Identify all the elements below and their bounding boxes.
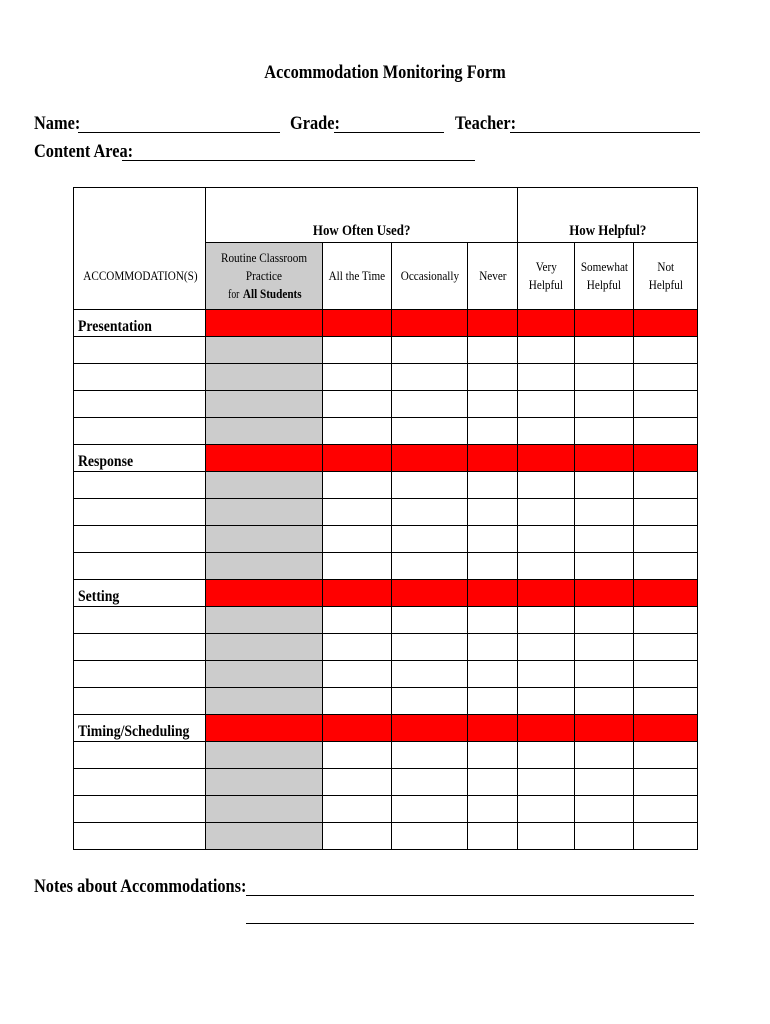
checkbox-cell[interactable] [468,769,518,796]
table-row [74,499,698,526]
teacher-field[interactable] [510,132,700,133]
checkbox-cell[interactable] [634,607,698,634]
checkbox-cell[interactable] [206,364,323,391]
accommodation-entry-cell[interactable] [74,499,206,526]
checkbox-cell[interactable] [206,472,323,499]
section-bar-cell [323,310,392,337]
checkbox-cell[interactable] [392,769,468,796]
table-row [74,823,698,850]
checkbox-cell[interactable] [518,472,575,499]
checkbox-cell[interactable] [468,661,518,688]
section-bar-cell [634,580,698,607]
checkbox-cell[interactable] [206,823,323,850]
checkbox-cell[interactable] [206,769,323,796]
checkbox-cell[interactable] [392,364,468,391]
checkbox-cell[interactable] [468,499,518,526]
form-title: Accommodation Monitoring Form [264,62,506,83]
checkbox-cell[interactable] [468,607,518,634]
checkbox-cell[interactable] [323,364,392,391]
grade-field-label: Grade: [290,113,340,134]
checkbox-cell[interactable] [634,688,698,715]
accommodation-entry-cell[interactable] [74,607,206,634]
checkbox-cell[interactable] [575,742,634,769]
checkbox-cell[interactable] [468,526,518,553]
accommodations-header: ACCOMMODATION(S) [74,243,206,310]
section-row [74,580,698,607]
section-bar-cell [392,310,468,337]
section-bar-cell [468,580,518,607]
checkbox-cell[interactable] [575,526,634,553]
checkbox-cell[interactable] [392,661,468,688]
checkbox-cell[interactable] [634,418,698,445]
table-row [74,337,698,364]
checkbox-cell[interactable] [575,337,634,364]
checkbox-cell[interactable] [323,823,392,850]
checkbox-cell[interactable] [323,472,392,499]
table-row [74,553,698,580]
section-bar-cell [323,580,392,607]
section-row [74,310,698,337]
accommodation-entry-cell[interactable] [74,796,206,823]
checkbox-cell[interactable] [518,553,575,580]
checkbox-cell[interactable] [518,796,575,823]
checkbox-cell[interactable] [392,607,468,634]
notes-line-2[interactable] [246,923,694,924]
section-bar-cell [634,310,698,337]
section-label: Response [74,445,206,472]
checkbox-cell[interactable] [518,364,575,391]
table-row [74,661,698,688]
checkbox-cell[interactable] [323,391,392,418]
accommodation-table [73,187,698,850]
checkbox-cell[interactable] [468,418,518,445]
checkbox-cell[interactable] [468,553,518,580]
grade-field[interactable] [334,132,444,133]
checkbox-cell[interactable] [392,742,468,769]
checkbox-cell[interactable] [575,499,634,526]
accommodation-entry-cell[interactable] [74,526,206,553]
checkbox-cell[interactable] [634,823,698,850]
checkbox-cell[interactable] [634,634,698,661]
checkbox-cell[interactable] [206,499,323,526]
checkbox-cell[interactable] [634,364,698,391]
section-bar-cell [206,715,323,742]
section-bar-cell [575,580,634,607]
checkbox-cell[interactable] [323,769,392,796]
never-header: Never [468,243,518,310]
accommodation-entry-cell[interactable] [74,553,206,580]
section-bar-cell [634,715,698,742]
checkbox-cell[interactable] [206,418,323,445]
table-row [74,607,698,634]
checkbox-cell[interactable] [206,634,323,661]
content-area-label: Content Area: [34,141,134,162]
checkbox-cell[interactable] [575,418,634,445]
all-the-time-header: All the Time [323,243,392,310]
section-bar-cell [468,445,518,472]
checkbox-cell[interactable] [206,553,323,580]
checkbox-cell[interactable] [575,661,634,688]
accommodation-entry-cell[interactable] [74,391,206,418]
checkbox-cell[interactable] [392,796,468,823]
name-field-label: Name: [34,113,81,134]
section-bar-cell [575,715,634,742]
checkbox-cell[interactable] [323,526,392,553]
section-bar-cell [634,445,698,472]
checkbox-cell[interactable] [634,391,698,418]
checkbox-cell[interactable] [575,769,634,796]
checkbox-cell[interactable] [468,364,518,391]
checkbox-cell[interactable] [323,553,392,580]
notes-label: Notes about Accommodations: [34,876,247,897]
checkbox-cell[interactable] [518,634,575,661]
checkbox-cell[interactable] [323,418,392,445]
checkbox-cell[interactable] [634,769,698,796]
checkbox-cell[interactable] [323,337,392,364]
table-row [74,634,698,661]
section-label: Presentation [74,310,206,337]
section-bar-cell [575,310,634,337]
section-bar-cell [323,445,392,472]
table-row [74,742,698,769]
how-often-used-header: How Often Used? [206,188,518,243]
checkbox-cell[interactable] [206,796,323,823]
checkbox-cell[interactable] [323,499,392,526]
checkbox-cell[interactable] [392,526,468,553]
checkbox-cell[interactable] [575,553,634,580]
checkbox-cell[interactable] [468,634,518,661]
routine-classroom-practice-header: Routine Classroom Practice for All Students [206,243,323,310]
checkbox-cell[interactable] [392,391,468,418]
checkbox-cell[interactable] [518,607,575,634]
checkbox-cell[interactable] [575,688,634,715]
section-label: Setting [74,580,206,607]
teacher-field-label: Teacher: [455,113,517,134]
section-bar-cell [392,580,468,607]
accommodation-entry-cell[interactable] [74,634,206,661]
checkbox-cell[interactable] [634,742,698,769]
how-helpful-header: How Helpful? [518,188,698,243]
checkbox-cell[interactable] [206,337,323,364]
checkbox-cell[interactable] [323,742,392,769]
checkbox-cell[interactable] [634,796,698,823]
section-row [74,445,698,472]
section-bar-cell [518,580,575,607]
checkbox-cell[interactable] [518,391,575,418]
checkbox-cell[interactable] [518,337,575,364]
checkbox-cell[interactable] [392,823,468,850]
accommodation-entry-cell[interactable] [74,769,206,796]
checkbox-cell[interactable] [392,418,468,445]
checkbox-cell[interactable] [323,688,392,715]
checkbox-cell[interactable] [392,688,468,715]
checkbox-cell[interactable] [468,391,518,418]
checkbox-cell[interactable] [323,661,392,688]
section-bar-cell [468,310,518,337]
accommodations-header-top [74,188,206,243]
checkbox-cell[interactable] [468,742,518,769]
somewhat-helpful-header: Somewhat Helpful [575,243,634,310]
section-bar-cell [206,580,323,607]
content-area-field[interactable] [122,160,475,161]
accommodation-entry-cell[interactable] [74,418,206,445]
checkbox-cell[interactable] [468,796,518,823]
occasionally-header: Occasionally [392,243,468,310]
accommodation-entry-cell[interactable] [74,742,206,769]
checkbox-cell[interactable] [206,688,323,715]
checkbox-cell[interactable] [323,607,392,634]
accommodation-entry-cell[interactable] [74,364,206,391]
checkbox-cell[interactable] [468,472,518,499]
very-helpful-header: Very Helpful [518,243,575,310]
checkbox-cell[interactable] [575,364,634,391]
table-row [74,796,698,823]
section-bar-cell [206,310,323,337]
table-row [74,418,698,445]
checkbox-cell[interactable] [518,661,575,688]
checkbox-cell[interactable] [575,634,634,661]
checkbox-cell[interactable] [392,499,468,526]
table-row [74,769,698,796]
accommodation-entry-cell[interactable] [74,688,206,715]
section-bar-cell [575,445,634,472]
table-row [74,391,698,418]
accommodation-entry-cell[interactable] [74,661,206,688]
checkbox-cell[interactable] [392,634,468,661]
checkbox-cell[interactable] [468,823,518,850]
section-label: Timing/Scheduling [74,715,206,742]
checkbox-cell[interactable] [206,607,323,634]
section-bar-cell [518,715,575,742]
section-bar-cell [323,715,392,742]
section-bar-cell [518,445,575,472]
name-field[interactable] [78,132,280,133]
checkbox-cell[interactable] [634,337,698,364]
checkbox-cell[interactable] [518,769,575,796]
checkbox-cell[interactable] [206,661,323,688]
accommodation-entry-cell[interactable] [74,472,206,499]
checkbox-cell[interactable] [634,661,698,688]
section-bar-cell [518,310,575,337]
checkbox-cell[interactable] [206,391,323,418]
table-row [74,472,698,499]
notes-line-1[interactable] [246,895,694,896]
section-row [74,715,698,742]
checkbox-cell[interactable] [518,742,575,769]
checkbox-cell[interactable] [518,823,575,850]
checkbox-cell[interactable] [518,526,575,553]
section-bar-cell [206,445,323,472]
checkbox-cell[interactable] [575,823,634,850]
checkbox-cell[interactable] [575,796,634,823]
checkbox-cell[interactable] [634,553,698,580]
checkbox-cell[interactable] [468,688,518,715]
checkbox-cell[interactable] [206,742,323,769]
table-row [74,364,698,391]
checkbox-cell[interactable] [468,337,518,364]
accommodation-entry-cell[interactable] [74,823,206,850]
section-bar-cell [392,715,468,742]
section-bar-cell [392,445,468,472]
checkbox-cell[interactable] [323,796,392,823]
not-helpful-header: Not Helpful [634,243,698,310]
checkbox-cell[interactable] [206,526,323,553]
checkbox-cell[interactable] [634,499,698,526]
table-row [74,526,698,553]
checkbox-cell[interactable] [575,391,634,418]
accommodation-entry-cell[interactable] [74,337,206,364]
checkbox-cell[interactable] [323,634,392,661]
checkbox-cell[interactable] [518,499,575,526]
checkbox-cell[interactable] [575,472,634,499]
checkbox-cell[interactable] [518,418,575,445]
checkbox-cell[interactable] [634,526,698,553]
checkbox-cell[interactable] [392,553,468,580]
checkbox-cell[interactable] [575,607,634,634]
checkbox-cell[interactable] [392,472,468,499]
checkbox-cell[interactable] [518,688,575,715]
checkbox-cell[interactable] [634,472,698,499]
section-bar-cell [468,715,518,742]
table-row [74,688,698,715]
checkbox-cell[interactable] [392,337,468,364]
